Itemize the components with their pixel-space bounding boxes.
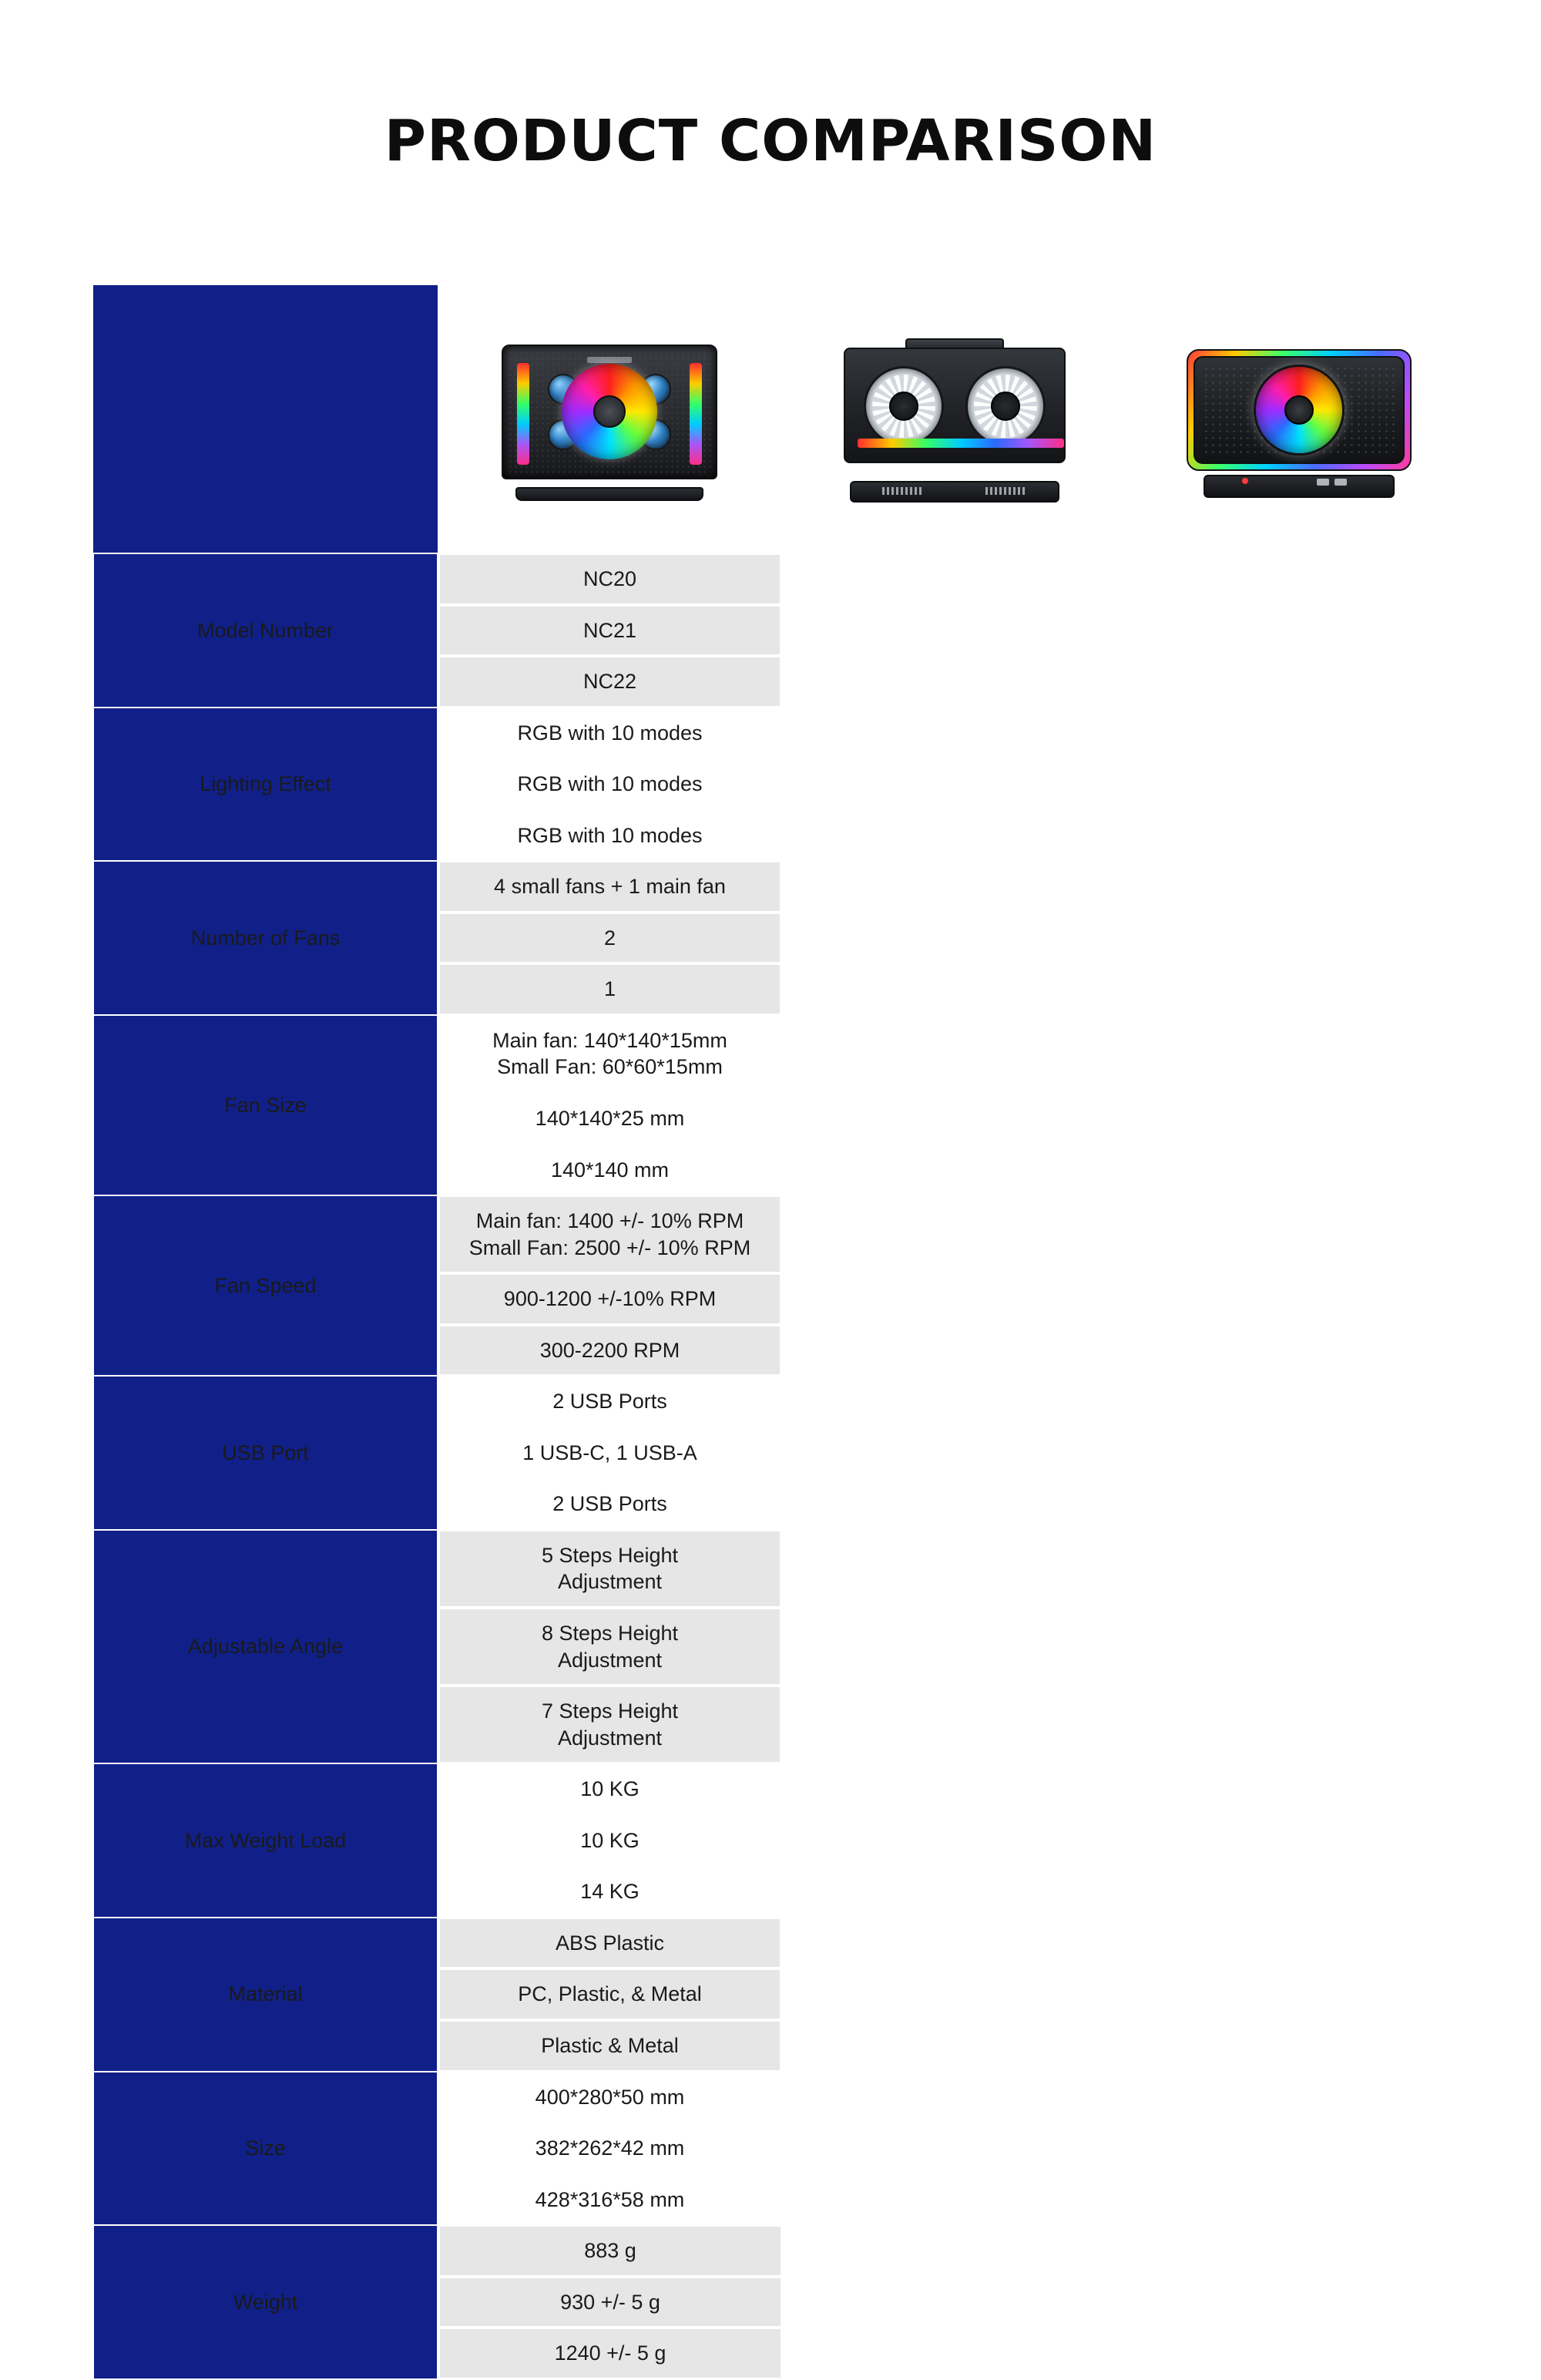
cell-fan-size-nc22: 140*140 mm	[438, 1145, 781, 1196]
row-label-usb-port: USB Port	[93, 1376, 438, 1530]
cell-fan-speed-nc21: 900-1200 +/-10% RPM	[438, 1273, 781, 1325]
table-row	[93, 1918, 1471, 2072]
table-row	[93, 2072, 1471, 2226]
cell-lighting-effect-nc20: RGB with 10 modes	[438, 708, 781, 759]
header-empty-cell	[93, 285, 438, 553]
table-row	[93, 1015, 1471, 1195]
product-image-cell-nc22	[1126, 285, 1471, 553]
cell-model-number-nc20: NC20	[438, 553, 781, 605]
cell-usb-port-nc22: 2 USB Ports	[438, 1478, 781, 1530]
cell-max-weight-load-nc21: 10 KG	[438, 1815, 781, 1867]
row-label-max-weight-load: Max Weight Load	[93, 1763, 438, 1918]
cell-adjustable-angle-nc21: 8 Steps Height Adjustment	[438, 1608, 781, 1686]
cell-size-nc20: 400*280*50 mm	[438, 2072, 781, 2123]
row-label-number-of-fans: Number of Fans	[93, 861, 438, 1015]
row-label-material: Material	[93, 1918, 438, 2072]
cell-material-nc22: Plastic & Metal	[438, 2020, 781, 2072]
table-row	[93, 708, 1471, 862]
cell-lighting-effect-nc22: RGB with 10 modes	[438, 810, 781, 862]
cell-fan-size-nc20: Main fan: 140*140*15mm Small Fan: 60*60*15mm	[438, 1015, 781, 1093]
cell-fan-speed-nc20: Main fan: 1400 +/- 10% RPM Small Fan: 2500 +/- 10% RPM	[438, 1195, 781, 1273]
cell-weight-nc22: 1240 +/- 5 g	[438, 2328, 782, 2379]
laptop-cooling-pad-nc22-image	[1183, 337, 1415, 503]
cell-adjustable-angle-nc22: 7 Steps Height Adjustment	[438, 1686, 781, 1763]
row-label-adjustable-angle: Adjustable Angle	[93, 1530, 438, 1763]
cell-number-of-fans-nc21: 2	[438, 913, 781, 964]
laptop-cooling-pad-nc20-image	[494, 337, 725, 503]
comparison-table-wrapper	[92, 285, 1472, 2380]
table-row	[93, 1763, 1471, 1918]
cell-number-of-fans-nc20: 4 small fans + 1 main fan	[438, 861, 781, 913]
cell-max-weight-load-nc22: 14 KG	[438, 1866, 781, 1918]
cell-adjustable-angle-nc20: 5 Steps Height Adjustment	[438, 1530, 781, 1608]
table-row-product-images	[93, 285, 1471, 553]
row-label-fan-size: Fan Size	[93, 1015, 438, 1195]
product-image-cell-nc21	[782, 285, 1126, 553]
cell-max-weight-load-nc20: 10 KG	[438, 1763, 781, 1815]
cell-material-nc20: ABS Plastic	[438, 1918, 781, 1969]
cell-size-nc22: 428*316*58 mm	[438, 2174, 781, 2226]
table-row	[93, 1530, 1471, 1763]
cell-model-number-nc22: NC22	[438, 656, 781, 708]
table-row	[93, 2225, 1471, 2379]
cell-fan-speed-nc22: 300-2200 RPM	[438, 1325, 781, 1377]
cell-lighting-effect-nc21: RGB with 10 modes	[438, 758, 781, 810]
table-row	[93, 553, 1471, 708]
cell-size-nc21: 382*262*42 mm	[438, 2123, 781, 2174]
cell-usb-port-nc20: 2 USB Ports	[438, 1376, 781, 1427]
laptop-cooling-pad-nc21-image	[839, 337, 1070, 503]
product-comparison-table	[92, 285, 1472, 2380]
cell-number-of-fans-nc22: 1	[438, 963, 781, 1015]
table-row	[93, 1376, 1471, 1530]
product-image-cell-nc20	[438, 285, 782, 553]
table-row	[93, 861, 1471, 1015]
row-label-fan-speed: Fan Speed	[93, 1195, 438, 1376]
cell-usb-port-nc21: 1 USB-C, 1 USB-A	[438, 1427, 781, 1479]
cell-weight-nc21: 930 +/- 5 g	[438, 2277, 782, 2328]
cell-material-nc21: PC, Plastic, & Metal	[438, 1968, 781, 2020]
row-label-weight: Weight	[93, 2225, 438, 2379]
row-label-size: Size	[93, 2072, 438, 2226]
row-label-lighting-effect: Lighting Effect	[93, 708, 438, 862]
cell-weight-nc20: 883 g	[438, 2225, 782, 2277]
cell-model-number-nc21: NC21	[438, 605, 781, 657]
page-title: PRODUCT COMPARISON	[384, 108, 1157, 174]
row-label-model-number: Model Number	[93, 553, 438, 708]
cell-fan-size-nc21: 140*140*25 mm	[438, 1093, 781, 1145]
table-row	[93, 1195, 1471, 1376]
